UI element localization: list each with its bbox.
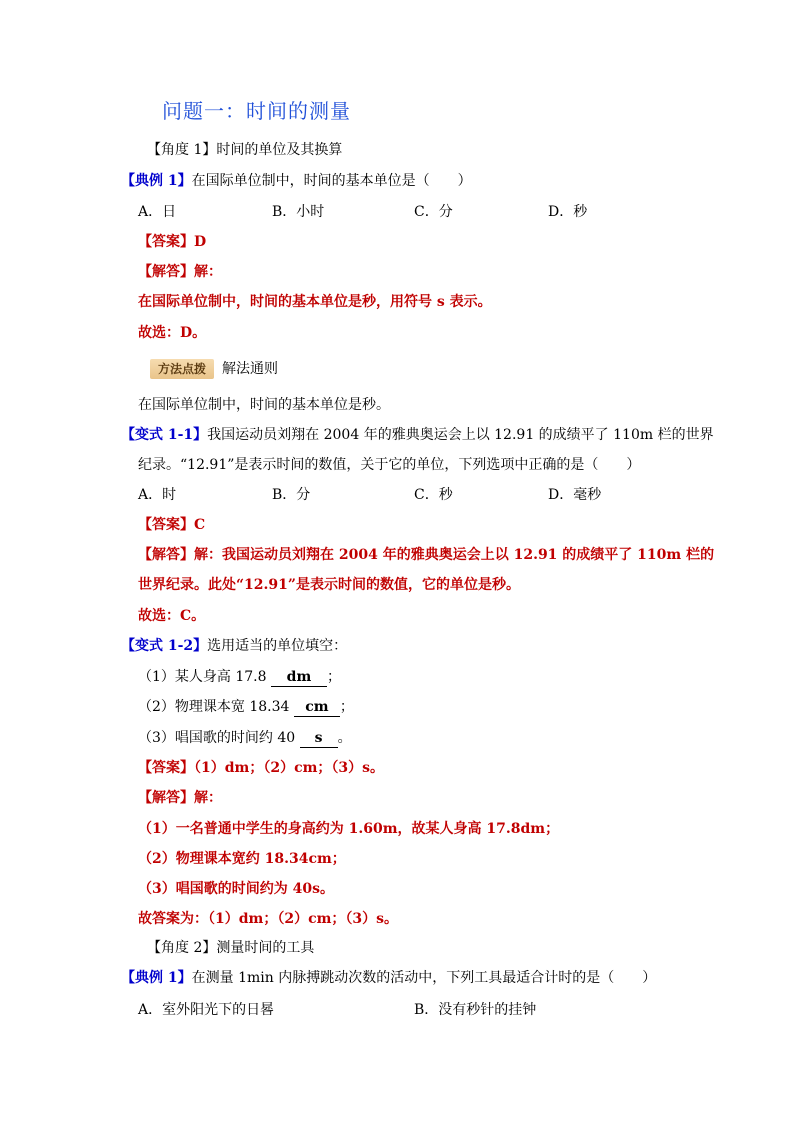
option-d: D．秒 xyxy=(548,204,588,220)
conclusion-text: 故选：D。 xyxy=(138,325,207,341)
option-a: A．时 xyxy=(138,487,177,503)
answer-value: C xyxy=(194,517,206,533)
solution-line-2: 世界纪录。此处“12.91”是表示时间的数值，它的单位是秒。 xyxy=(138,577,520,593)
method-text: 在国际单位制中，时间的基本单位是秒。 xyxy=(138,397,390,413)
option-b: B．分 xyxy=(272,487,311,503)
angle-heading-1 xyxy=(147,141,342,159)
fill-blank: cm xyxy=(294,698,340,717)
fill-item-text: （3）唱国歌的时间约 40 xyxy=(138,730,300,746)
angle-text: 测量时间的工具 xyxy=(216,940,315,956)
solution-tag: 【解答】 xyxy=(138,790,194,806)
angle-heading-2 xyxy=(147,939,314,957)
option-a: A．室外阳光下的日晷 xyxy=(138,1002,275,1018)
fill-item-end: ； xyxy=(326,669,341,685)
question-tag: 【变式 1-1】 xyxy=(121,427,208,443)
question-v11-line1 xyxy=(121,426,714,444)
fill-blank: dm xyxy=(271,668,327,687)
fill-item-text: （2）物理课本宽 18.34 xyxy=(138,699,294,715)
answer-line xyxy=(138,759,384,777)
solution-tag: 【解答】 xyxy=(138,264,194,280)
option-c: C．分 xyxy=(414,204,453,220)
option-a: A．日 xyxy=(138,204,177,220)
solution-line xyxy=(138,789,222,807)
question-v12 xyxy=(121,637,347,655)
method-heading xyxy=(150,359,278,379)
question-v11-line2: 纪录。“12.91”是表示时间的数值，关于它的单位，下列选项中正确的是（ ） xyxy=(138,457,641,473)
explanation-text: 在国际单位制中，时间的基本单位是秒，用符号 s 表示。 xyxy=(138,294,492,310)
fill-item-1 xyxy=(138,668,341,687)
method-label: 解法通则 xyxy=(222,361,279,377)
solution-text: 解： xyxy=(194,264,222,280)
solution-line xyxy=(138,263,222,281)
method-badge: 方法点拨 xyxy=(150,359,214,379)
fill-item-text: （1）某人身高 17.8 xyxy=(138,669,271,685)
option-c: C．秒 xyxy=(414,487,453,503)
answer-value: D xyxy=(194,234,207,250)
explanation-line-2: （2）物理课本宽约 18.34cm； xyxy=(138,851,346,867)
solution-line-1 xyxy=(138,546,714,564)
question-text: 在测量 1min 内脉搏跳动次数的活动中，下列工具最适合计时的是（ ） xyxy=(191,970,657,986)
solution-text: 解：我国运动员刘翔在 2004 年的雅典奥运会上以 12.91 的成绩平了 110m 栏的 xyxy=(194,547,715,563)
angle-text: 时间的单位及其换算 xyxy=(216,142,343,158)
fill-item-2 xyxy=(138,698,354,717)
option-b: B．小时 xyxy=(272,204,325,220)
question-ex2 xyxy=(121,969,656,987)
explanation-line-3: （3）唱国歌的时间约为 40s。 xyxy=(138,881,334,897)
question-tag: 【变式 1-2】 xyxy=(121,638,208,654)
question-text: 我国运动员刘翔在 2004 年的雅典奥运会上以 12.91 的成绩平了 110m 栏的世界 xyxy=(207,427,714,443)
answer-line xyxy=(138,233,206,251)
solution-tag: 【解答】 xyxy=(138,547,194,563)
fill-item-end: ； xyxy=(339,699,354,715)
page-title: 问题一：时间的测量 xyxy=(162,99,351,123)
option-b: B．没有秒针的挂钟 xyxy=(414,1002,537,1018)
answer-tag: 【答案】 xyxy=(138,760,194,776)
answer-tag: 【答案】 xyxy=(138,234,194,250)
question-text: 在国际单位制中，时间的基本单位是（ ） xyxy=(191,173,472,189)
question-ex1 xyxy=(121,172,472,190)
fill-blank: s xyxy=(300,729,338,748)
conclusion-text: 故答案为：（1）dm；（2）cm；（3）s。 xyxy=(138,911,399,927)
question-text: 选用适当的单位填空： xyxy=(207,638,348,654)
fill-item-3 xyxy=(138,729,352,748)
answer-line xyxy=(138,516,205,534)
explanation-line-1: （1）一名普通中学生的身高约为 1.60m，故某人身高 17.8dm； xyxy=(138,821,560,837)
angle-tag: 【角度 2】 xyxy=(147,940,217,956)
answer-value: （1）dm；（2）cm；（3）s。 xyxy=(194,760,385,776)
conclusion-text: 故选：C。 xyxy=(138,608,206,624)
question-tag: 【典例 1】 xyxy=(121,173,192,189)
fill-item-end: 。 xyxy=(337,730,352,746)
question-tag: 【典例 1】 xyxy=(121,970,192,986)
option-d: D．毫秒 xyxy=(548,487,602,503)
solution-text: 解： xyxy=(194,790,222,806)
angle-tag: 【角度 1】 xyxy=(147,142,217,158)
answer-tag: 【答案】 xyxy=(138,517,194,533)
